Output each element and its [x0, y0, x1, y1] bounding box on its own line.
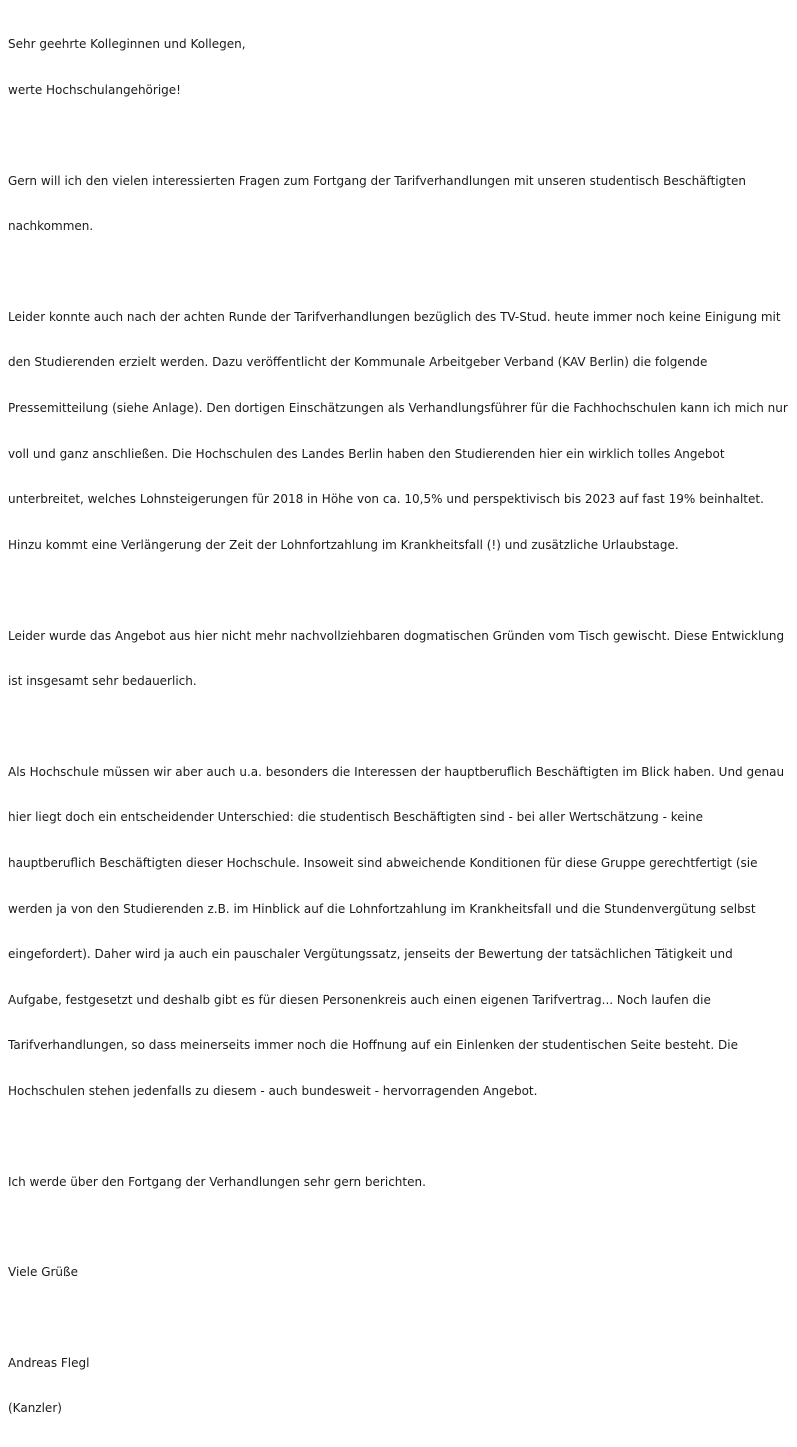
text-line: voll und ganz anschließen. Die Hochschulen des Landes Berlin haben den Studierenden hier ein wirklich tolles Angebot	[8, 446, 725, 461]
paragraph-offer-rejected	[8, 598, 789, 720]
greeting	[8, 7, 789, 129]
paragraph-university-position	[8, 734, 789, 1129]
text-line: Gern will ich den vielen interessierten Fragen zum Fortgang der Tarifverhandlungen mit unseren studentisch Beschäftigten	[8, 173, 746, 188]
closing-text: Viele Grüße	[8, 1265, 78, 1280]
text-line: Leider konnte auch nach der achten Runde der Tarifverhandlungen bezüglich des TV-Stud. heute immer noch keine Einigung mit	[8, 309, 781, 324]
text-line: hauptberuflich Beschäftigten dieser Hochschule. Insoweit sind abweichende Konditionen für diese Gruppe gerechtfertigt (sie	[8, 855, 758, 870]
signature-name: Andreas Flegl	[8, 1355, 90, 1370]
text-line: Aufgabe, festgesetzt und deshalb gibt es für diesen Personenkreis auch einen eigenen Tarifvertrag... Noch laufen die	[8, 992, 711, 1007]
closing	[8, 1235, 789, 1311]
text-line: Leider wurde das Angebot aus hier nicht mehr nachvollziehbaren dogmatischen Gründen vom Tisch gewischt. Diese Entwicklung	[8, 628, 785, 643]
text-line: unterbreitet, welches Lohnsteigerungen für 2018 in Höhe von ca. 10,5% und perspektivisch bis 2023 auf fast 19% beinhaltet.	[8, 492, 764, 507]
text-line: Ich werde über den Fortgang der Verhandlungen sehr gern berichten.	[8, 1174, 426, 1189]
greeting-line: werte Hochschulangehörige!	[8, 83, 181, 98]
text-line: Pressemitteilung (siehe Anlage). Den dortigen Einschätzungen als Verhandlungsführer für die Fachhochschulen kann ich mich nur	[8, 401, 788, 416]
paragraph-negotiation-status	[8, 279, 789, 583]
text-line: den Studierenden erzielt werden. Dazu veröffentlicht der Kommunale Arbeitgeber Verband (KAV Berlin) die folgende	[8, 355, 708, 370]
text-line: Hinzu kommt eine Verlängerung der Zeit der Lohnfortzahlung im Krankheitsfall (!) und zusätzliche Urlaubstage.	[8, 537, 679, 552]
text-line: Tarifverhandlungen, so dass meinerseits immer noch die Hoffnung auf ein Einlenken der studentischen Seite besteht. Die	[8, 1038, 738, 1053]
signature	[8, 1325, 789, 1447]
text-line: ist insgesamt sehr bedauerlich.	[8, 674, 197, 689]
signature-title: (Kanzler)	[8, 1401, 62, 1416]
text-line: Als Hochschule müssen wir aber auch u.a. besonders die Interessen der hauptberuflich Beschäftigten im Blick haben. Und genau	[8, 764, 785, 779]
text-line: hier liegt doch ein entscheidender Unterschied: die studentisch Beschäftigten sind - bei aller Wertschätzung - keine	[8, 810, 703, 825]
text-line: nachkommen.	[8, 219, 94, 234]
text-line: eingefordert). Daher wird ja auch ein pauschaler Vergütungssatz, jenseits der Bewertung der tatsächlichen Tätigkeit und	[8, 947, 733, 962]
text-line: werden ja von den Studierenden z.B. im Hinblick auf die Lohnfortzahlung im Krankheitsfall und die Stundenvergütung selbst	[8, 901, 756, 916]
greeting-line: Sehr geehrte Kolleginnen und Kollegen,	[8, 37, 246, 52]
paragraph-outlook	[8, 1144, 789, 1220]
text-line: Hochschulen stehen jedenfalls zu diesem - auch bundesweit - hervorragenden Angebot.	[8, 1083, 538, 1098]
paragraph-intro	[8, 143, 789, 265]
